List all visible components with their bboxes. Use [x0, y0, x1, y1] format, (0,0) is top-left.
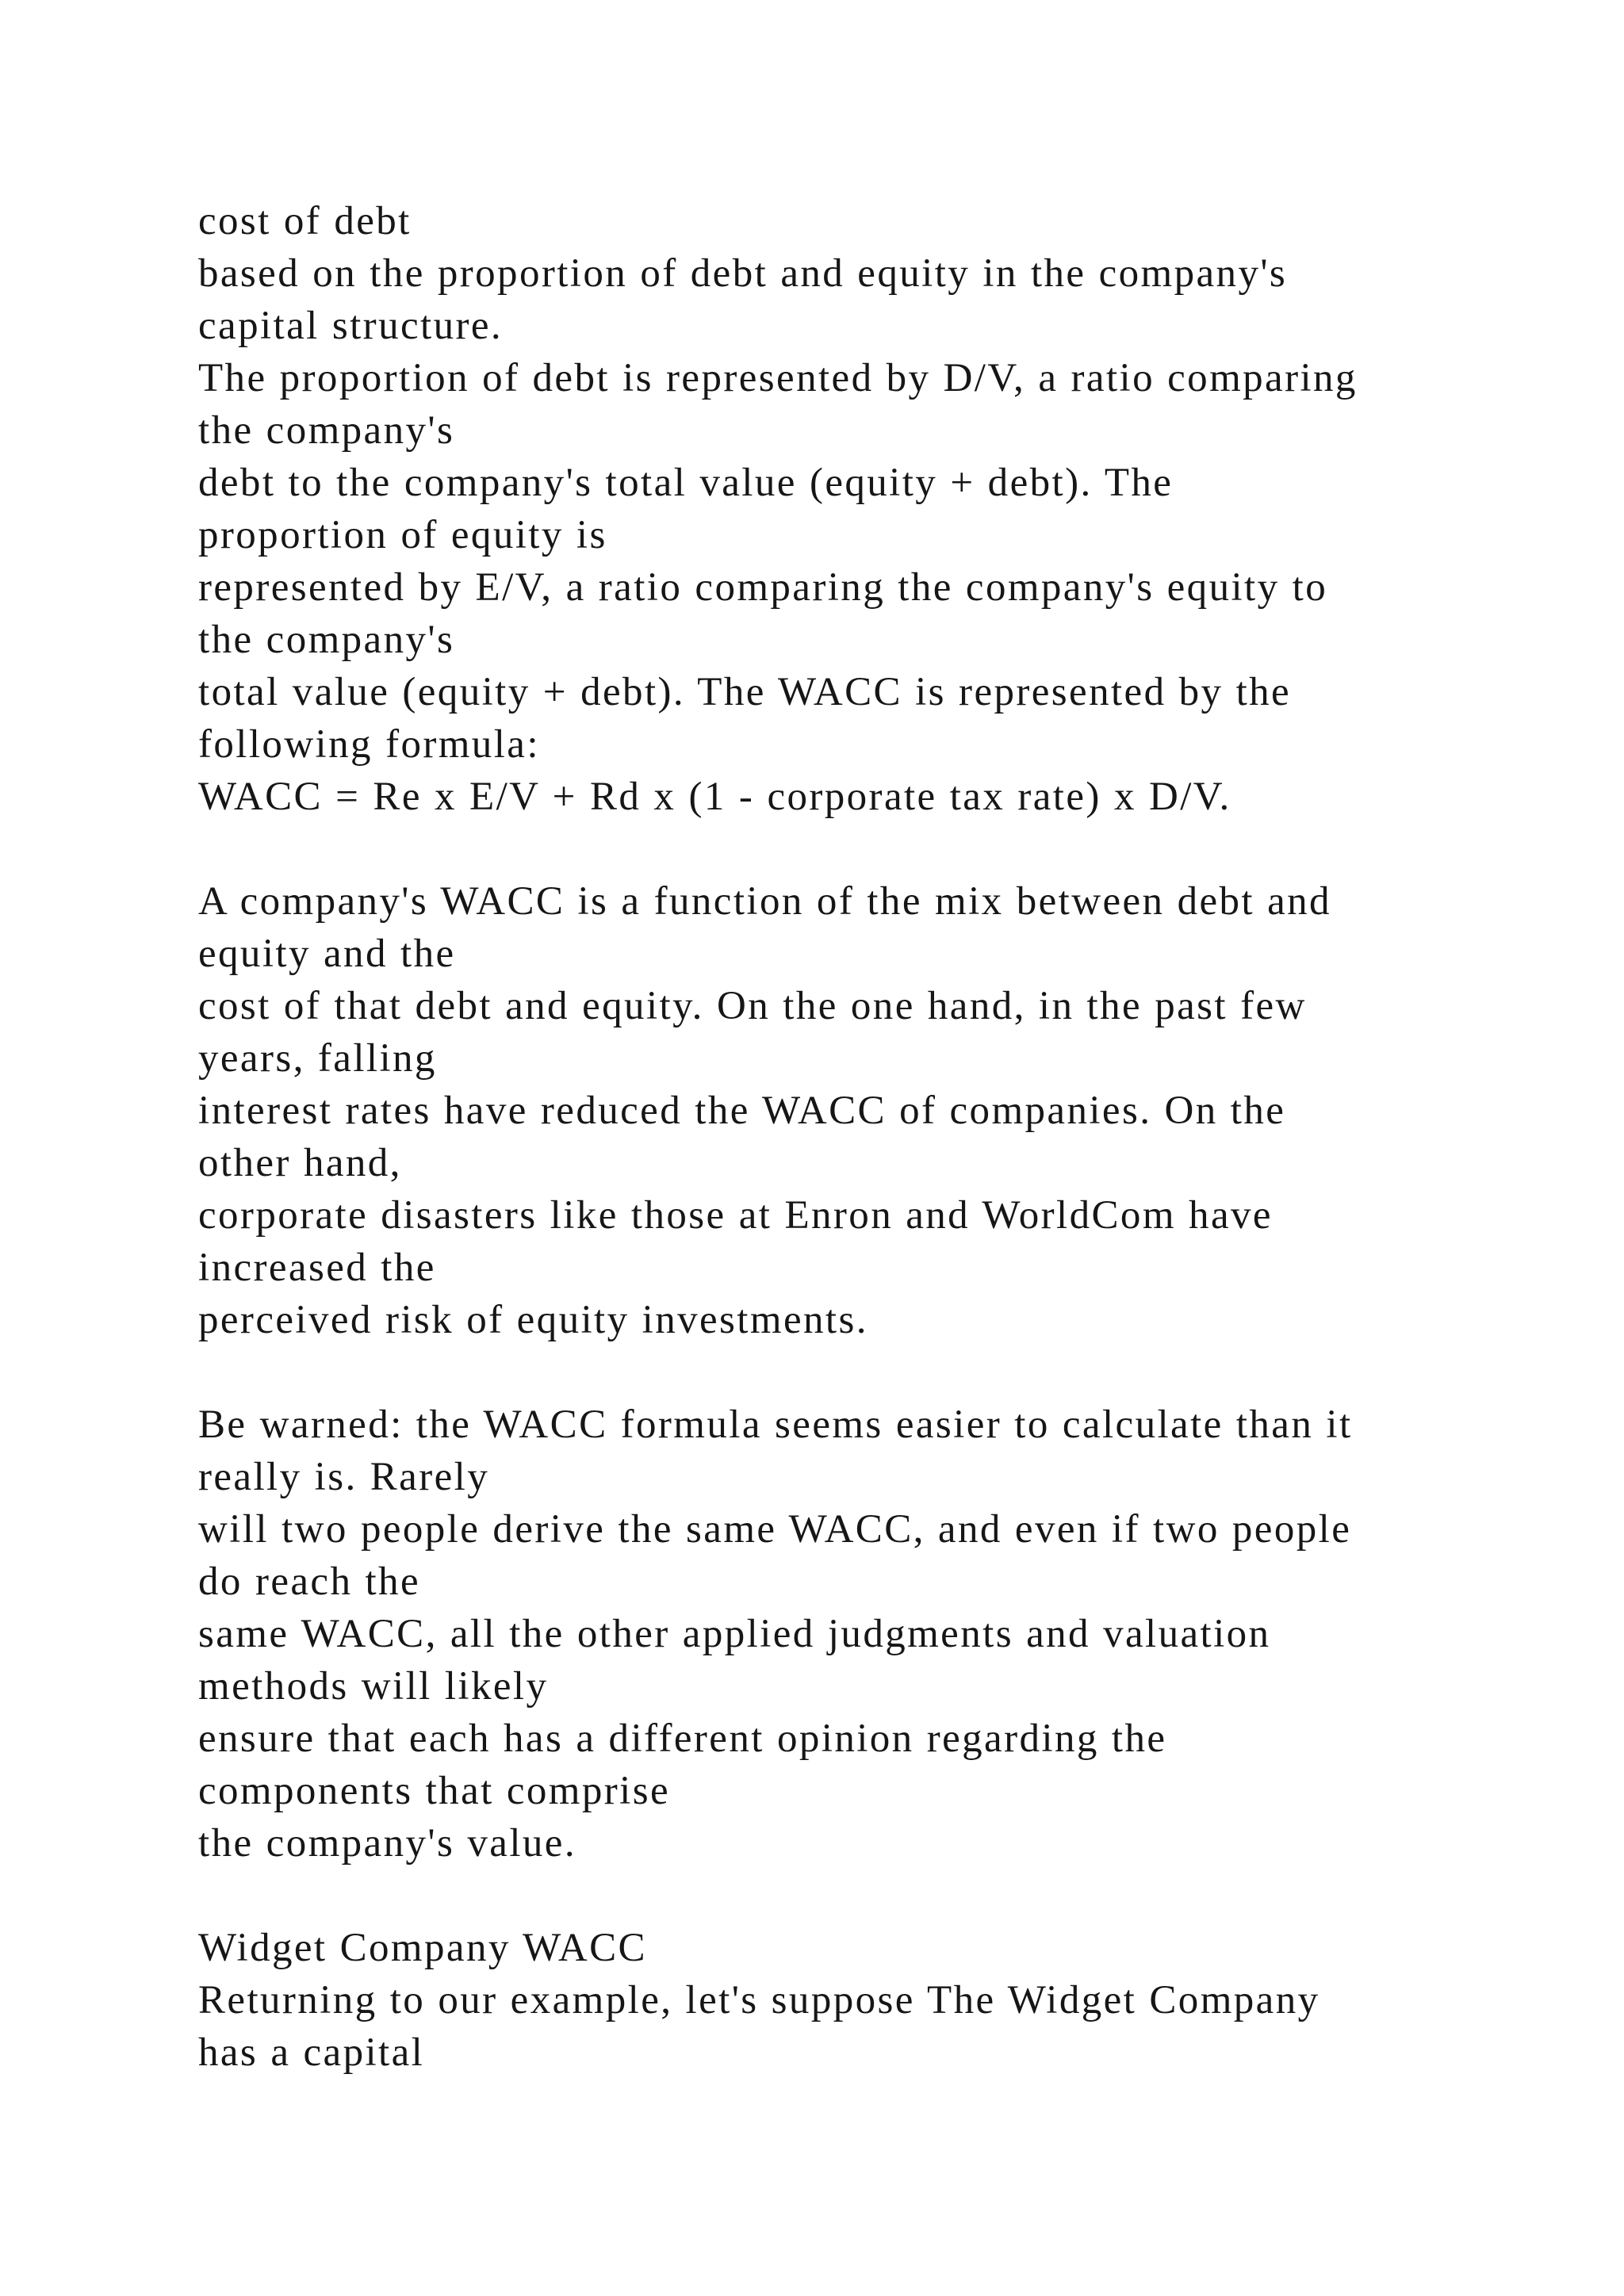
text-line: following formula:: [198, 722, 540, 767]
text-line: ensure that each has a different opinion regarding the: [198, 1716, 1167, 1761]
paragraph-break: [198, 823, 1546, 875]
text-line: cost of that debt and equity. On the one hand, in the past few: [198, 984, 1307, 1028]
text-line: perceived risk of equity investments.: [198, 1298, 868, 1342]
formula-line: WACC = Re x E/V + Rd x (1 - corporate tax rate) x D/V.: [198, 775, 1231, 819]
text-line: do reach the: [198, 1559, 420, 1604]
text-line: The proportion of debt is represented by D/V, a ratio comparing: [198, 356, 1358, 400]
paragraph-break: [198, 1869, 1546, 1922]
document-body: [198, 195, 1546, 2079]
text-line: Returning to our example, let's suppose The Widget Company: [198, 1978, 1320, 2022]
text-line: the company's value.: [198, 1821, 576, 1866]
text-line: capital structure.: [198, 304, 504, 348]
text-line: increased the: [198, 1246, 436, 1290]
text-line: A company's WACC is a function of the mix between debt and: [198, 879, 1331, 924]
text-line: really is. Rarely: [198, 1455, 490, 1499]
text-line: the company's: [198, 408, 455, 453]
text-line: has a capital: [198, 2030, 425, 2075]
text-line: proportion of equity is: [198, 513, 607, 557]
text-line: equity and the: [198, 932, 456, 976]
text-line: total value (equity + debt). The WACC is represented by the: [198, 670, 1292, 714]
text-line: years, falling: [198, 1036, 437, 1081]
text-line: components that comprise: [198, 1769, 670, 1813]
section-heading: Widget Company WACC: [198, 1926, 647, 1970]
text-line: same WACC, all the other applied judgments and valuation: [198, 1612, 1271, 1656]
text-line: the company's: [198, 618, 455, 662]
paragraph-break: [198, 1346, 1546, 1399]
text-line: will two people derive the same WACC, and even if two people: [198, 1507, 1352, 1552]
text-line: based on the proportion of debt and equity in the company's: [198, 251, 1288, 296]
text-line: other hand,: [198, 1141, 402, 1185]
text-line: Be warned: the WACC formula seems easier to calculate than it: [198, 1402, 1353, 1447]
text-line: corporate disasters like those at Enron and WorldCom have: [198, 1193, 1273, 1238]
text-line: debt to the company's total value (equity + debt). The: [198, 461, 1174, 505]
text-line: interest rates have reduced the WACC of companies. On the: [198, 1089, 1286, 1133]
text-line: methods will likely: [198, 1664, 549, 1709]
text-line: cost of debt: [198, 199, 412, 243]
text-line: represented by E/V, a ratio comparing the company's equity to: [198, 565, 1328, 610]
